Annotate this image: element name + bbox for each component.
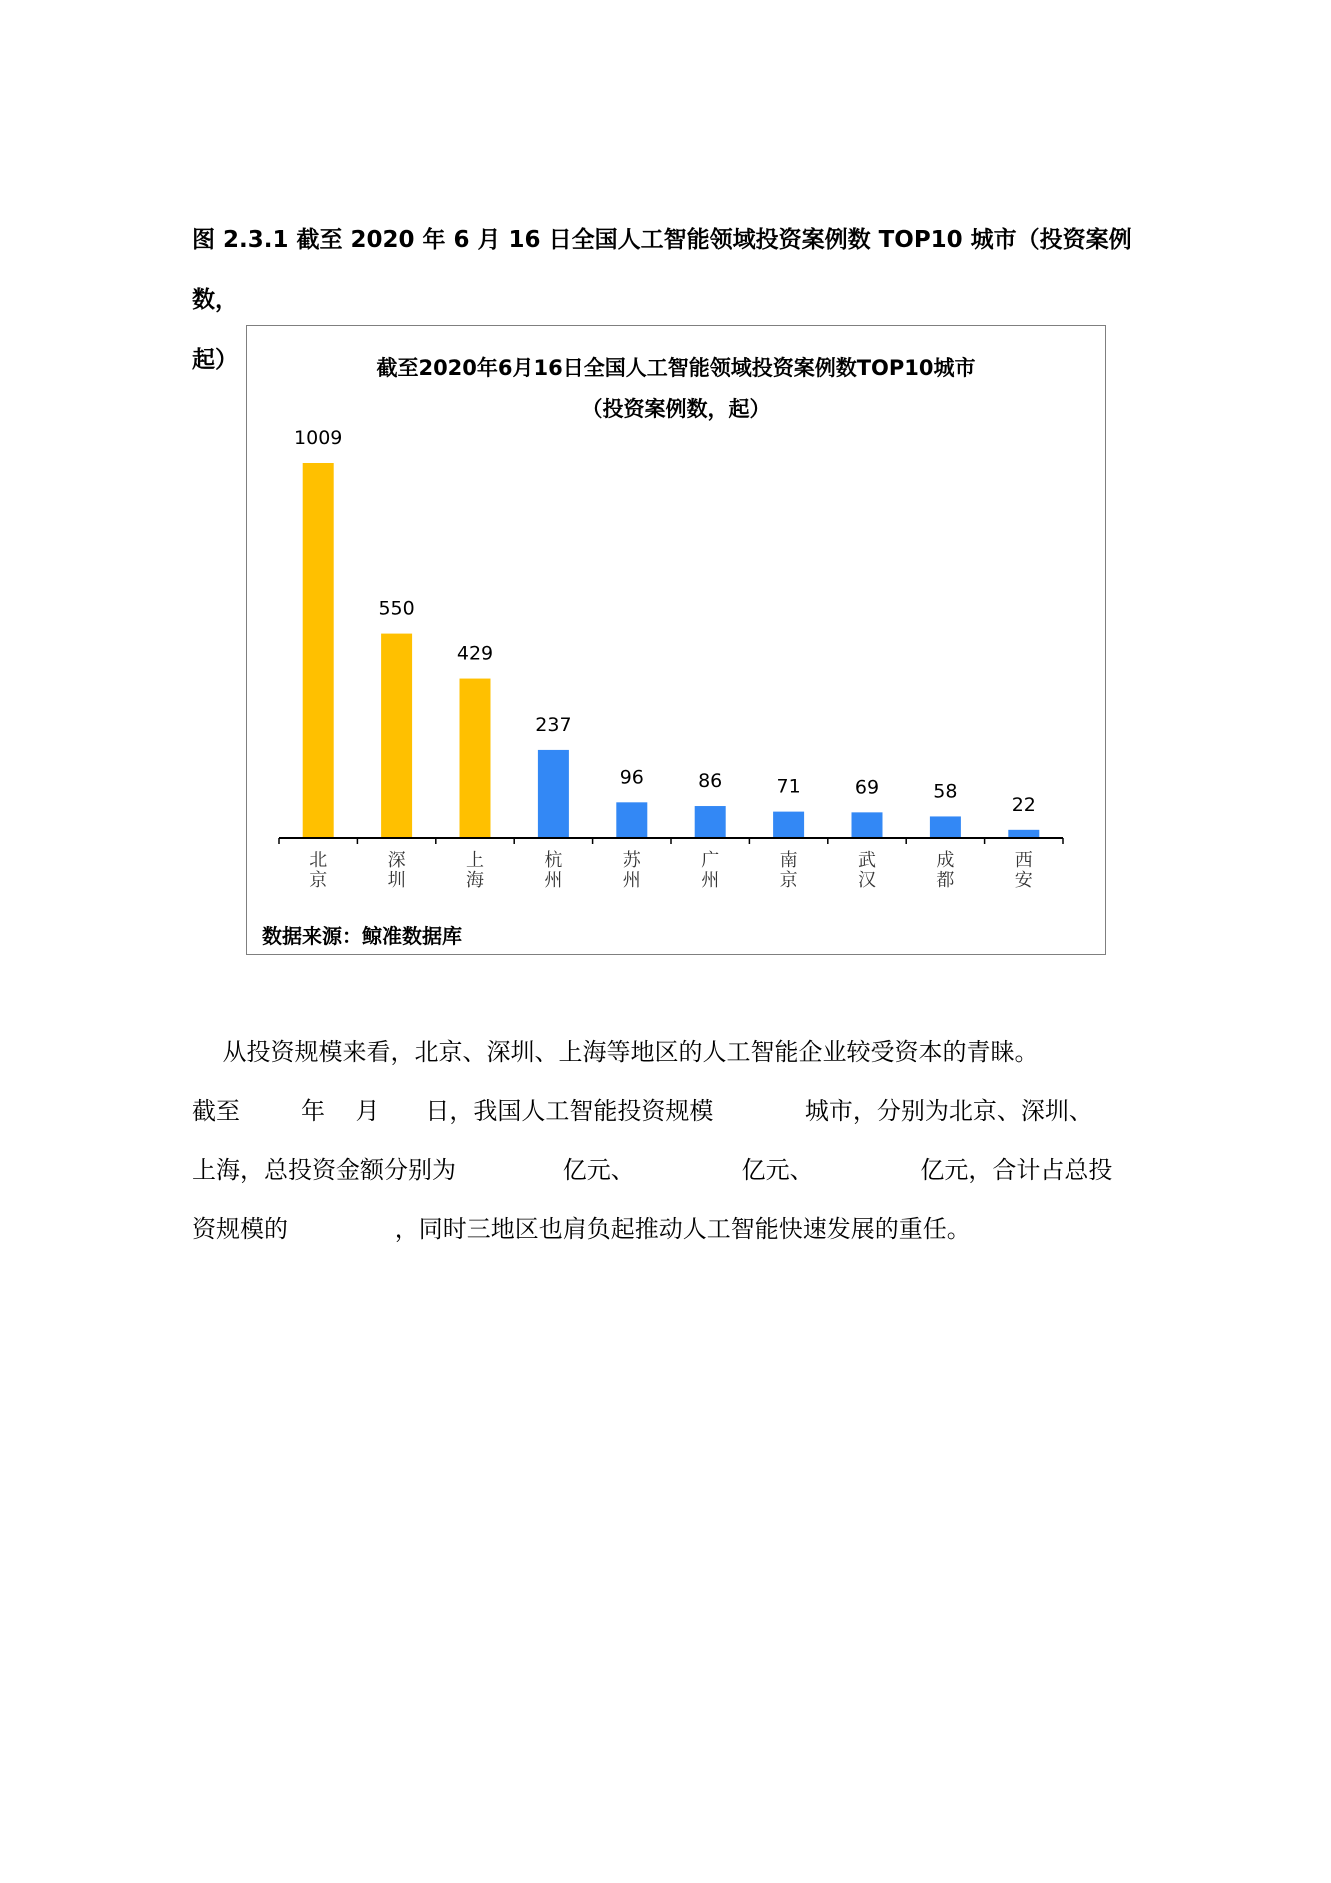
- data-label-苏州: 96: [619, 766, 644, 789]
- data-source: 数据来源：鲸准数据库: [262, 924, 462, 948]
- bar-西安: [1008, 830, 1039, 838]
- body-paragraph: [192, 1023, 1152, 1259]
- category-label-深圳: 深圳: [387, 850, 406, 891]
- paragraph-line-1: 从投资规模来看，北京、深圳、上海等地区的人工智能企业较受资本的青睐。: [192, 1038, 1039, 1066]
- paragraph-line-2: 截至 年 月 日，我国人工智能投资规模 城市，分别为北京、深圳、: [192, 1097, 1093, 1125]
- bar-深圳: [381, 634, 412, 838]
- data-label-杭州: 237: [535, 713, 572, 736]
- category-label-苏州: 苏州: [622, 850, 641, 891]
- category-label-杭州: 杭州: [544, 850, 563, 891]
- bar-南京: [773, 812, 804, 838]
- figure-caption-line-1: 图 2.3.1 截至 2020 年 6 月 16 日全国人工智能领域投资案例数 TOP10 城市（投资案例数，: [192, 227, 1132, 313]
- data-label-上海: 429: [456, 642, 494, 665]
- data-label-北京: 1009: [294, 427, 343, 449]
- bar-北京: [303, 463, 334, 838]
- category-label-南京: 南京: [779, 850, 798, 891]
- category-label-武汉: 武汉: [858, 850, 876, 891]
- data-label-西安: 22: [1011, 793, 1036, 816]
- data-label-南京: 71: [776, 775, 801, 798]
- data-label-深圳: 550: [378, 597, 415, 620]
- bar-杭州: [538, 750, 569, 838]
- data-label-成都: 58: [933, 780, 958, 803]
- category-label-成都: 成都: [936, 850, 955, 891]
- category-label-上海: 上海: [466, 850, 484, 891]
- category-label-北京: 北京: [309, 850, 328, 891]
- chart-frame: [246, 325, 1106, 955]
- bar-上海: [460, 679, 491, 838]
- category-label-广州: 广州: [701, 850, 720, 891]
- paragraph-line-4: 资规模的 ，同时三地区也肩负起推动人工智能快速发展的重任。: [192, 1215, 971, 1243]
- paragraph-line-3: 上海，总投资金额分别为 亿元、 亿元、 亿元，合计占总投: [192, 1156, 1113, 1184]
- chart-title-line-1: 截至2020年6月16日全国人工智能领域投资案例数TOP10城市: [376, 356, 976, 380]
- bar-苏州: [616, 802, 647, 838]
- figure-caption-line-2: 起）: [192, 347, 238, 373]
- category-label-西安: 西安: [1014, 850, 1033, 891]
- chart-title-line-2: （投资案例数，起）: [581, 397, 771, 421]
- data-label-武汉: 69: [854, 776, 880, 799]
- bar-成都: [930, 816, 961, 838]
- bar-chart: [247, 326, 1105, 954]
- bar-广州: [695, 806, 726, 838]
- bar-武汉: [852, 812, 883, 838]
- data-label-广州: 86: [698, 770, 723, 793]
